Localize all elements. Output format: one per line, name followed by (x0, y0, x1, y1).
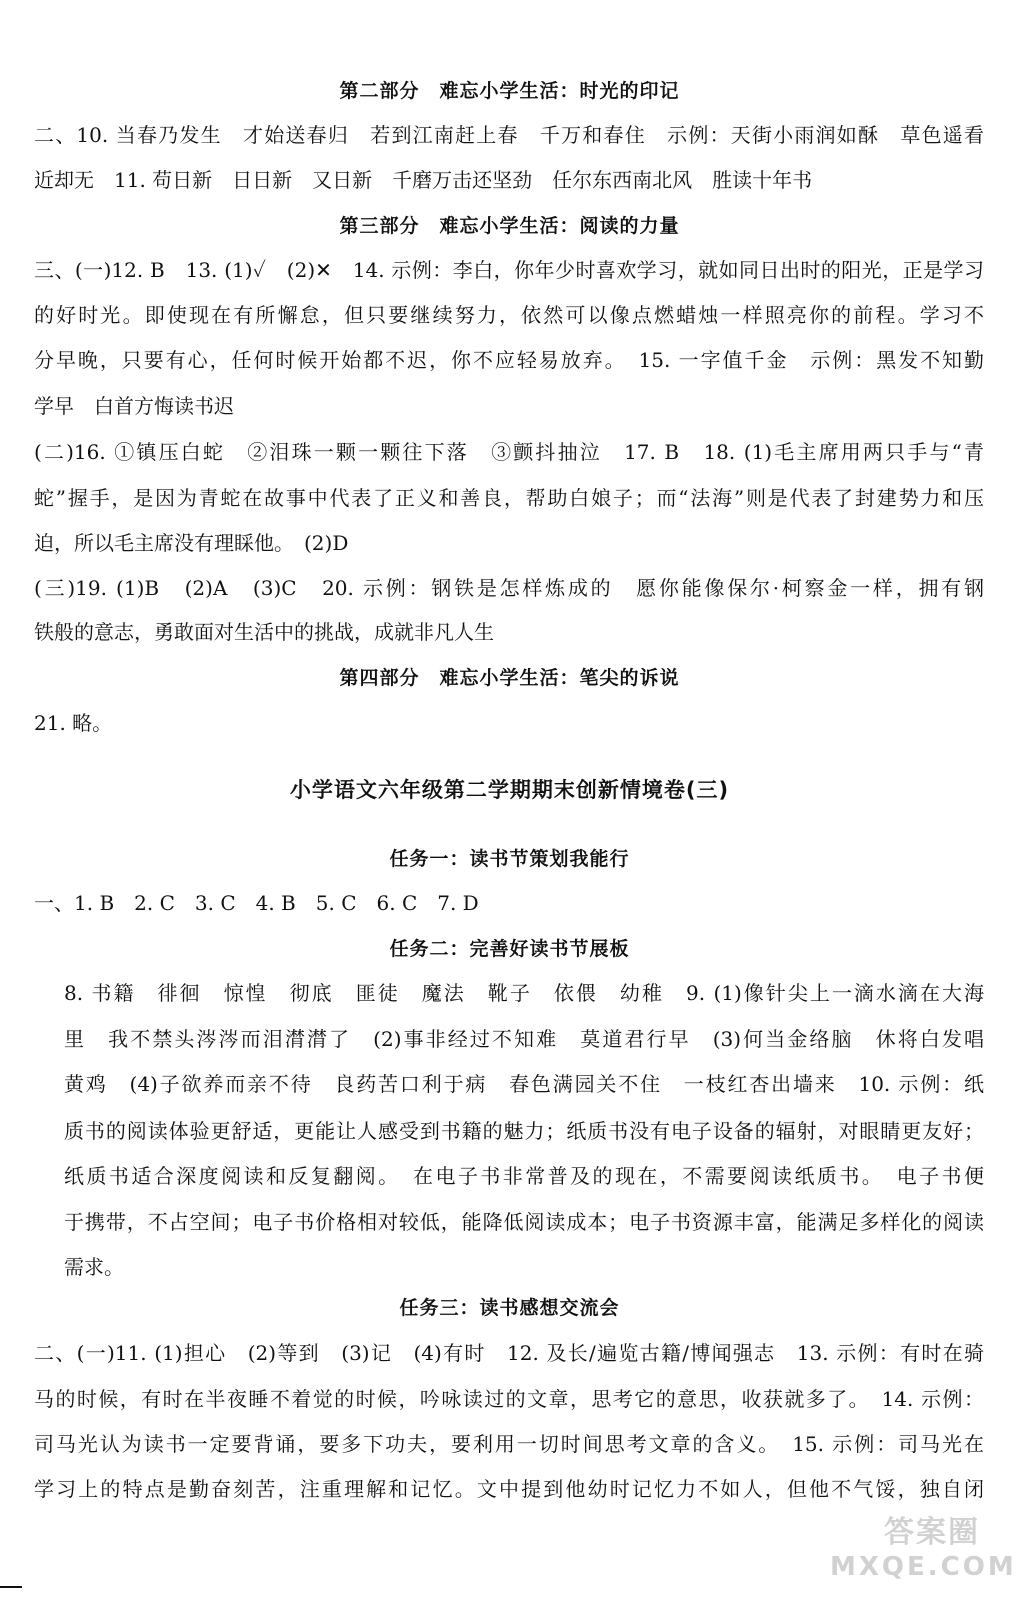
text-line: 8. 书籍 徘徊 惊惶 彻底 匪徒 魔法 靴子 依偎 幼稚 9. (1)像针尖上一滴水滴在大海 (64, 981, 984, 1005)
section-heading-4: 第四部分 难忘小学生活：笔尖的诉说 (339, 667, 680, 689)
text-line: 一、1. B 2. C 3. C 4. B 5. C 6. C 7. D (34, 891, 479, 915)
watermark-bottom-text: MXQE.COM (830, 1552, 1017, 1582)
text-line: 二、10. 当春乃发生 才始送春归 若到江南赶上春 千万和春住 示例：天街小雨润如酥 草色遥看 (34, 123, 984, 147)
text-line: 21. 略。 (34, 711, 113, 735)
text-line: 司马光认为读书一定要背诵，要多下功夫，要利用一切时间思考文章的含义。 15. 示例：司马光在 (34, 1432, 984, 1456)
text-line: 质书的阅读体验更舒适，更能让人感受到书籍的魅力；纸质书没有电子设备的辐射，对眼睛更友好； (64, 1119, 984, 1143)
text-line: 需求。 (64, 1255, 124, 1279)
exam-title: 小学语文六年级第二学期期末创新情境卷(三) (289, 778, 730, 802)
section-heading-3: 第三部分 难忘小学生活：阅读的力量 (339, 215, 680, 237)
text-line: 迫，所以毛主席没有理睬他。 (2)D (34, 531, 349, 555)
watermark-top-text: 答案圈 (884, 1515, 980, 1550)
text-line: 马的时候，有时在半夜睡不着觉的时候，吟咏读过的文章，思考它的意思，收获就多了。 14. 示例： (34, 1387, 984, 1411)
text-line: 学习上的特点是勤奋刻苦，注重理解和记忆。文中提到他幼时记忆力不如人，但他不气馁，独自闭 (34, 1477, 984, 1501)
text-line: 近却无 11. 苟日新 日日新 又日新 千磨万击还坚劲 任尔东西南北风 胜读十年书 (34, 168, 813, 192)
text-line: 学早 白首方悔读书迟 (34, 394, 234, 418)
text-line: 纸质书适合深度阅读和反复翻阅。 在电子书非常普及的现在，不需要阅读纸质书。 电子书便 (64, 1164, 984, 1188)
text-line: 于携带，不占空间；电子书价格相对较低，能降低阅读成本；电子书资源丰富，能满足多样化的阅读 (64, 1210, 984, 1234)
text-line: 的好时光。即使现在有所懈怠，但只要继续努力，依然可以像点燃蜡烛一样照亮你的前程。学习不 (34, 303, 984, 327)
text-line: 三、(一)12. B 13. (1)✓ (2)✕ 14. 示例：李白，你年少时喜欢学习，就如同日出时的阳光，正是学习 (34, 258, 984, 282)
task-heading-3: 任务三：读书感想交流会 (399, 1297, 620, 1319)
section-heading-2: 第二部分 难忘小学生活：时光的印记 (339, 80, 680, 102)
task-heading-2: 任务二：完善好读书节展板 (389, 938, 630, 960)
text-line: 里 我不禁头涔涔而泪潸潸了 (2)事非经过不知难 莫道君行早 (3)何当金络脑 休将白发唱 (64, 1027, 984, 1051)
text-line: 黄鸡 (4)子欲养而亲不待 良药苦口利于病 春色满园关不住 一枝红杏出墙来 10. 示例：纸 (64, 1072, 984, 1096)
task-heading-1: 任务一：读书节策划我能行 (389, 848, 630, 870)
text-line: (二)16. ①镇压白蛇 ②泪珠一颗一颗往下落 ③颤抖抽泣 17. B 18. (1)毛主席用两只手与“青 (34, 440, 984, 464)
text-line: 分早晚，只要有心，任何时候开始都不迟，你不应轻易放弃。 15. 一字值千金 示例：黑发不知勤 (34, 348, 984, 372)
text-line: 铁般的意志，勇敢面对生活中的挑战，成就非凡人生 (34, 620, 494, 644)
watermark-logo (830, 1515, 1017, 1595)
page-corner-mark (0, 1586, 22, 1588)
text-line: 蛇”握手，是因为青蛇在故事中代表了正义和善良，帮助白娘子；而“法海”则是代表了封建势力和压 (34, 486, 984, 510)
text-line: (三)19. (1)B (2)A (3)C 20. 示例：钢铁是怎样炼成的 愿你能像保尔·柯察金一样，拥有钢 (34, 576, 984, 600)
text-line: 二、(一)11. (1)担心 (2)等到 (3)记 (4)有时 12. 及长/遍览古籍/博闻强志 13. 示例：有时在骑 (34, 1341, 984, 1365)
